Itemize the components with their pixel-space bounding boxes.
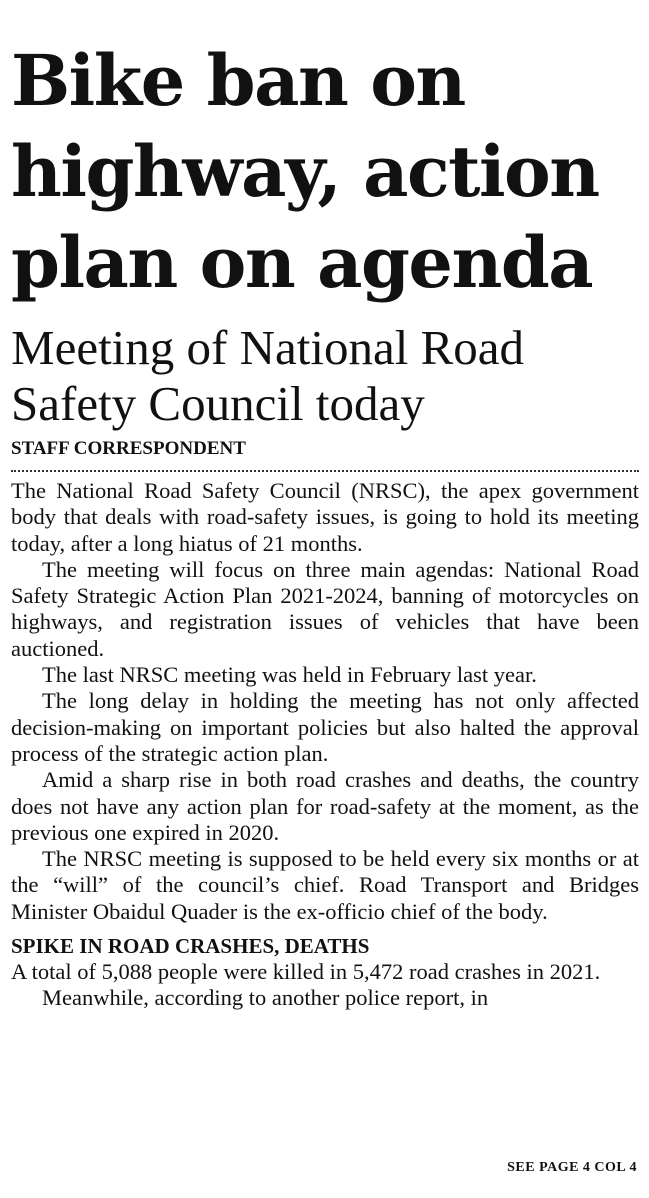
section-body <box>11 959 639 1012</box>
body-paragraph: The long delay in holding the meeting has not only affected decision-making on important policies but also halted the approval process of the strategic action plan. <box>11 688 639 766</box>
subheadline <box>11 320 639 432</box>
headline-line: Bike ban on <box>11 39 465 122</box>
body-paragraph: The NRSC meeting is supposed to be held every six months or at the “will” of the council’s chief. Road Transport and Bridges Minister Obaidul Quader is the ex-officio chief of the body. <box>11 846 639 924</box>
continued-on-reference: SEE PAGE 4 COL 4 <box>507 1160 637 1175</box>
body-paragraph: Meanwhile, according to another police report, in <box>42 985 489 1011</box>
headline <box>11 35 639 308</box>
dotted-divider <box>11 470 639 472</box>
article-body <box>11 478 639 925</box>
body-paragraph: The last NRSC meeting was held in February last year. <box>42 662 537 688</box>
subhead-line: Meeting of National Road <box>11 320 525 375</box>
headline-line: plan on agenda <box>11 221 593 304</box>
body-paragraph: A total of 5,088 people were killed in 5,472 road crashes in 2021. <box>11 959 601 985</box>
subhead-line: Safety Council today <box>11 376 425 431</box>
body-paragraph: The National Road Safety Council (NRSC), the apex government body that deals with road-safety issues, is going to hold its meeting today, after a long hiatus of 21 months. <box>11 478 639 556</box>
headline-line: highway, action <box>11 130 599 213</box>
body-paragraph: The meeting will focus on three main agendas: National Road Safety Strategic Action Plan 2021-2024, banning of motorcycles on highways, and registration issues of vehicles that have been auctioned. <box>11 556 639 661</box>
body-paragraph: Amid a sharp rise in both road crashes and deaths, the country does not have any action plan for road-safety at the moment, as the previous one expired in 2020. <box>11 767 639 845</box>
byline: STAFF CORRESPONDENT <box>11 438 246 459</box>
section-heading: SPIKE IN ROAD CRASHES, DEATHS <box>11 934 370 959</box>
